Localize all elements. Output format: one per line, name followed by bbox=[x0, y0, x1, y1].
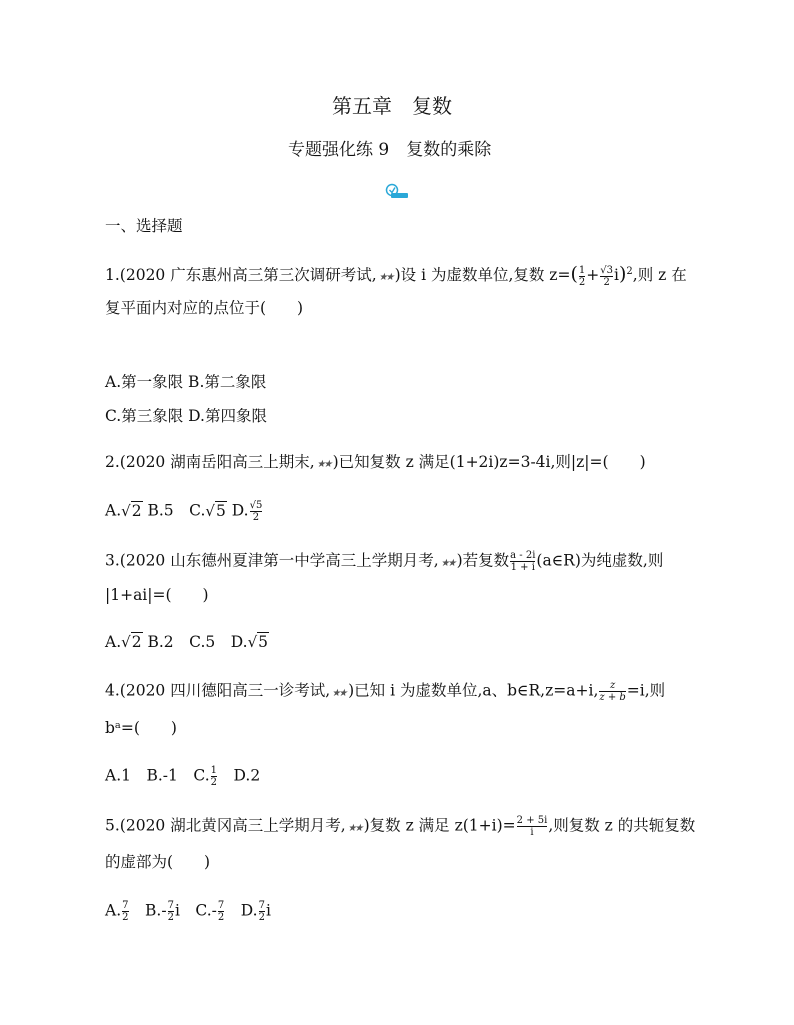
q3-options: A.√2 B.2 C.5 D.√5 bbox=[105, 633, 269, 651]
q1-options-ab: A.第一象限 B.第二象限 bbox=[105, 373, 267, 391]
q3-line2: |1+ai|=( ) bbox=[105, 586, 209, 604]
q5-line2: 的虚部为( ) bbox=[105, 853, 211, 871]
q5-text: )复数 z 满足 z(1+i)= bbox=[363, 816, 516, 835]
difficulty-stars-icon: ★★ bbox=[439, 557, 457, 569]
q4-option-c-fraction: $\frac{1}{2}$ bbox=[210, 765, 218, 788]
difficulty-stars-icon: ★★ bbox=[315, 459, 333, 470]
q5-fraction: $\frac{2 + 5i}{i}$ bbox=[516, 815, 548, 838]
q1-fraction-half: $\frac{1}{2}$ bbox=[578, 264, 586, 288]
q2-option-d-fraction: $\frac{√5}{2}$ bbox=[249, 500, 263, 523]
q4-text: )已知 i 为虚数单位,a、b∈R,z=a+i, bbox=[348, 681, 599, 700]
q1-text: )设 i 为虚数单位,复数 z= bbox=[394, 266, 571, 285]
q4-source: (2020 四川德阳高三一诊考试, bbox=[119, 681, 331, 700]
q1-text-2: ,则 z 在 bbox=[632, 266, 687, 285]
q2-source: (2020 湖南岳阳高三上期末, bbox=[119, 453, 315, 471]
q2-options: A.√2 B.5 C.√5 D. $\frac{√5}{2}$ bbox=[105, 500, 263, 523]
q4-number: 4. bbox=[105, 681, 120, 700]
difficulty-stars-icon: ★★ bbox=[330, 687, 348, 699]
question-5 bbox=[105, 815, 695, 839]
q2-text: )已知复数 z 满足(1+2i)z=3-4i,则|z|=( ) bbox=[332, 453, 646, 471]
q3-text-2: (a∈R)为纯虚数,则 bbox=[536, 551, 664, 570]
q3-fraction: $\frac{a - 2i}{1 + i}$ bbox=[510, 550, 536, 573]
chapter-title: 第五章 复数 bbox=[332, 94, 452, 118]
q2-number: 2. bbox=[105, 453, 120, 471]
q4-fraction: $\frac{z}{z + b}$ bbox=[599, 680, 626, 703]
q5-number: 5. bbox=[105, 816, 120, 835]
q1-fraction-sqrt3: $\frac{√3}{2}$ bbox=[600, 264, 613, 288]
q3-text: )若复数 bbox=[456, 551, 510, 570]
q5-text-2: ,则复数 z 的共轭复数 bbox=[548, 816, 696, 835]
question-1: 1.(2020 广东惠州高三第三次调研考试,★★)设 i 为虚数单位,复数 z=( $\frac{1}{2}$ + $\frac{√3}{2}$ i)$^2$,则 z 在 bbox=[105, 263, 687, 288]
difficulty-stars-icon: ★★ bbox=[377, 272, 395, 284]
q1-number: 1. bbox=[105, 266, 120, 285]
q5-options: A. $\frac{7}{2}$ B.- $\frac{7}{2}$ i C.- $\frac{7}{2}$ D. $\frac{7}{2}$ i bbox=[105, 900, 271, 923]
q1-line2: 复平面内对应的点位于( ) bbox=[105, 299, 304, 317]
q4-line2: bᵃ=( ) bbox=[105, 719, 177, 737]
question-4 bbox=[105, 680, 665, 704]
question-2 bbox=[105, 452, 646, 475]
question-3 bbox=[105, 550, 663, 574]
answer-badge-icon bbox=[385, 183, 409, 203]
difficulty-stars-icon: ★★ bbox=[346, 822, 364, 834]
q1-options-cd: C.第三象限 D.第四象限 bbox=[105, 407, 267, 425]
q4-options: A.1 B.-1 C. $\frac{1}{2}$ D.2 bbox=[105, 765, 261, 788]
q5-source: (2020 湖北黄冈高三上学期月考, bbox=[119, 816, 346, 835]
section-title: 专题强化练 9 复数的乘除 bbox=[288, 140, 492, 160]
q3-source: (2020 山东德州夏津第一中学高三上学期月考, bbox=[119, 551, 439, 570]
q1-source: (2020 广东惠州高三第三次调研考试, bbox=[119, 266, 377, 285]
section-heading: 一、选择题 bbox=[105, 217, 183, 235]
q3-number: 3. bbox=[105, 551, 120, 570]
q4-text-2: =i,则 bbox=[626, 681, 666, 700]
